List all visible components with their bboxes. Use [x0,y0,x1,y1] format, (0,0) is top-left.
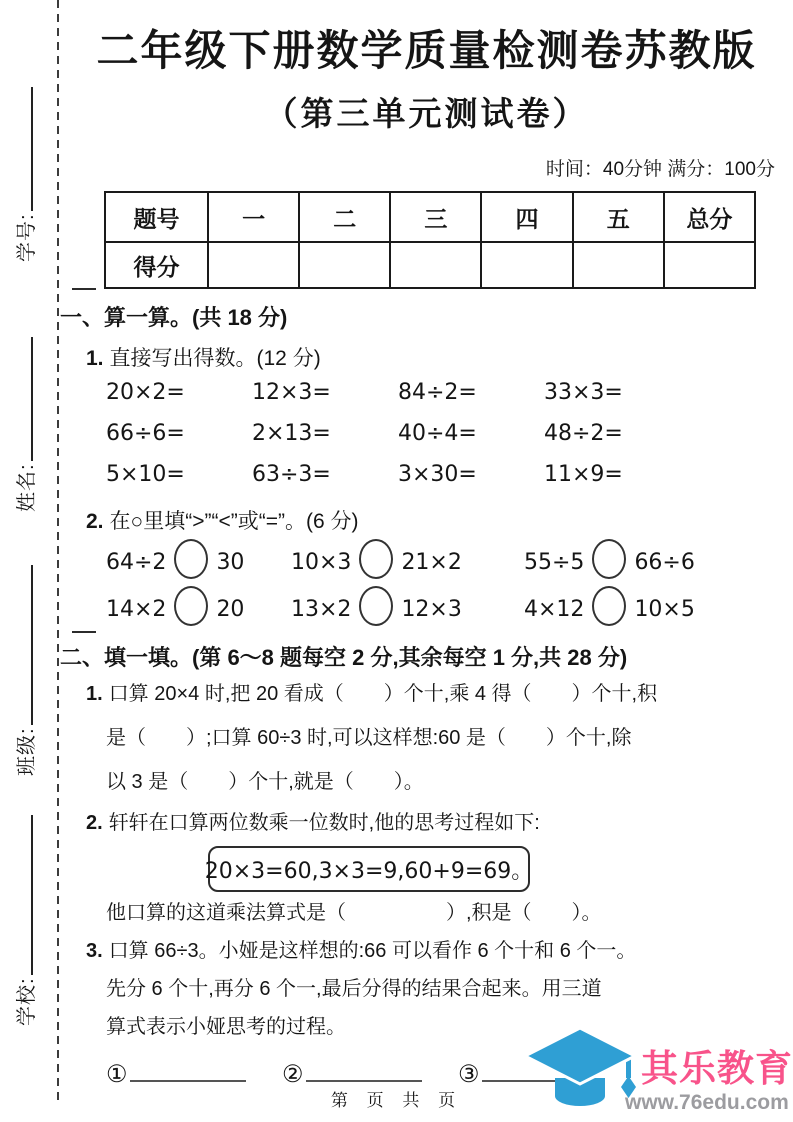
s1-q1-label [86,342,793,372]
school-blank [11,815,33,975]
question-text: 轩轩在口算两位数乘一位数时,他的思考过程如下: [108,812,540,834]
comparison-item [291,539,524,579]
score-blank-cell [390,242,481,288]
score-header-cell: 一 [208,192,299,242]
equation: 5×10= [106,462,185,487]
s2-q1-line3: 以 3 是（ ）个十,就是（ ）。 [106,771,424,793]
question-number: 2. [86,812,103,834]
circled-number: ① [106,1061,128,1088]
question-number: 2. [86,510,104,533]
student-name-blank [11,337,33,461]
compare-right: 30 [216,549,245,575]
student-id-field [10,80,44,262]
score-table-header-row [105,192,755,242]
score-blank-cell [299,242,390,288]
compare-left: 4×12 [524,596,585,622]
circled-number: ② [282,1061,304,1088]
question-text: 口算 66÷3。小娅是这样想的:66 可以看作 6 个十和 6 个一。 [108,940,637,962]
question-text: 口算 20×4 时,把 20 看成（ ）个十,乘 4 得（ ）个十,积 [108,683,658,705]
thinking-process-box [204,846,534,892]
compare-circle [592,586,626,626]
compare-right: 66÷6 [634,549,695,575]
logo-website-url: www.76edu.com [625,1091,789,1114]
equation-row [106,413,793,454]
score-blank-cell [664,242,755,288]
s2-q3-line2: 先分 6 个十,再分 6 个一,最后分得的结果合起来。用三道 [106,978,602,1000]
compare-left: 13×2 [291,596,352,622]
student-name-label: 姓名: [16,463,38,512]
question-text: 在○里填“>”“<”或“=”。(6 分) [109,510,359,533]
page-footer: 第 页 共 页 [330,1091,463,1110]
paper-content [60,0,793,1089]
comparison-row [106,582,793,629]
score-header-cell: 题号 [105,192,208,242]
s2-q1-line1 [86,672,793,716]
section1-heading: 一、算一算。(共 18 分) [60,305,288,330]
comparison-item [106,539,291,579]
answer-item [282,1058,458,1089]
question-number: 3. [86,940,103,962]
fold-dashed-line [57,0,59,1100]
equation: 11×9= [544,462,623,487]
school-field [10,808,44,1026]
s2-q1-line2: 是（ ）;口算 60÷3 时,可以这样想:60 是（ ）个十,除 [106,727,632,749]
answer-blank [130,1058,246,1082]
score-header-cell: 三 [390,192,481,242]
score-row-label: 得分 [105,242,208,288]
score-table-score-row [105,242,755,288]
question-number: 1. [86,683,103,705]
compare-left: 14×2 [106,596,167,622]
s1-q2-label [86,505,793,535]
student-id-blank [11,87,33,211]
score-header-cell: 二 [299,192,390,242]
s2-q3-line3: 算式表示小娅思考的过程。 [106,1016,346,1038]
equation: 40÷4= [398,421,477,446]
equation: 66÷6= [106,421,185,446]
comparison-item [291,586,524,626]
equation: 2×13= [252,421,331,446]
compare-circle [592,539,626,579]
graduation-cap-icon [521,1026,639,1116]
student-id-label: 学号: [16,213,38,262]
question-text: 直接写出得数。(12 分) [109,347,321,370]
student-name-field [10,330,44,512]
school-label: 学校: [16,977,38,1026]
compare-left: 55÷5 [524,549,585,575]
page-subtitle: （第三单元测试卷） [264,95,589,132]
equation: 84÷2= [398,380,477,405]
equation: 3×30= [398,462,477,487]
compare-circle [174,539,208,579]
answer-blank [306,1058,422,1082]
equation: 12×3= [252,380,331,405]
comparison-item [106,586,291,626]
thinking-process-text: 20×3=60,3×3=9,60+9=69。 [204,858,534,884]
exam-meta: 时间：40分钟 满分：100分 [545,159,775,180]
question-number: 1. [86,347,104,370]
compare-circle [359,586,393,626]
logo-text [625,1048,793,1116]
page-title: 二年级下册数学质量检测卷苏教版 [96,27,757,74]
logo-brand-name: 其乐教育 [641,1048,793,1089]
class-field [10,558,44,776]
score-header-cell: 四 [481,192,572,242]
compare-circle [359,539,393,579]
comparison-row [106,535,793,582]
s2-q2-after: 他口算的这道乘法算式是（ ）,积是（ ）。 [106,902,602,924]
equation: 33×3= [544,380,623,405]
score-blank-cell [208,242,299,288]
score-header-cell: 总分 [664,192,755,242]
s2-q3-line1 [86,932,793,970]
circled-number: ③ [458,1061,480,1088]
class-label: 班级: [16,727,38,776]
score-table [104,191,756,289]
s2-q2-intro [86,804,793,842]
qile-education-logo [521,1026,793,1116]
answer-item [106,1058,282,1089]
equation-row [106,454,793,495]
equation: 48÷2= [544,421,623,446]
compare-right: 20 [216,596,245,622]
equation: 63÷3= [252,462,331,487]
class-blank [11,565,33,725]
equation: 20×2= [106,380,185,405]
score-header-cell: 五 [573,192,664,242]
compare-left: 64÷2 [106,549,167,575]
comparison-item [524,586,695,626]
comparison-item [524,539,695,579]
section2-heading: 二、填一填。(第 6～8 题每空 2 分,其余每空 1 分,共 28 分) [60,645,628,670]
score-blank-cell [481,242,572,288]
score-blank-cell [573,242,664,288]
compare-right: 12×3 [401,596,462,622]
equation-row [106,372,793,413]
compare-circle [174,586,208,626]
compare-left: 10×3 [291,549,352,575]
compare-right: 10×5 [634,596,695,622]
compare-right: 21×2 [401,549,462,575]
